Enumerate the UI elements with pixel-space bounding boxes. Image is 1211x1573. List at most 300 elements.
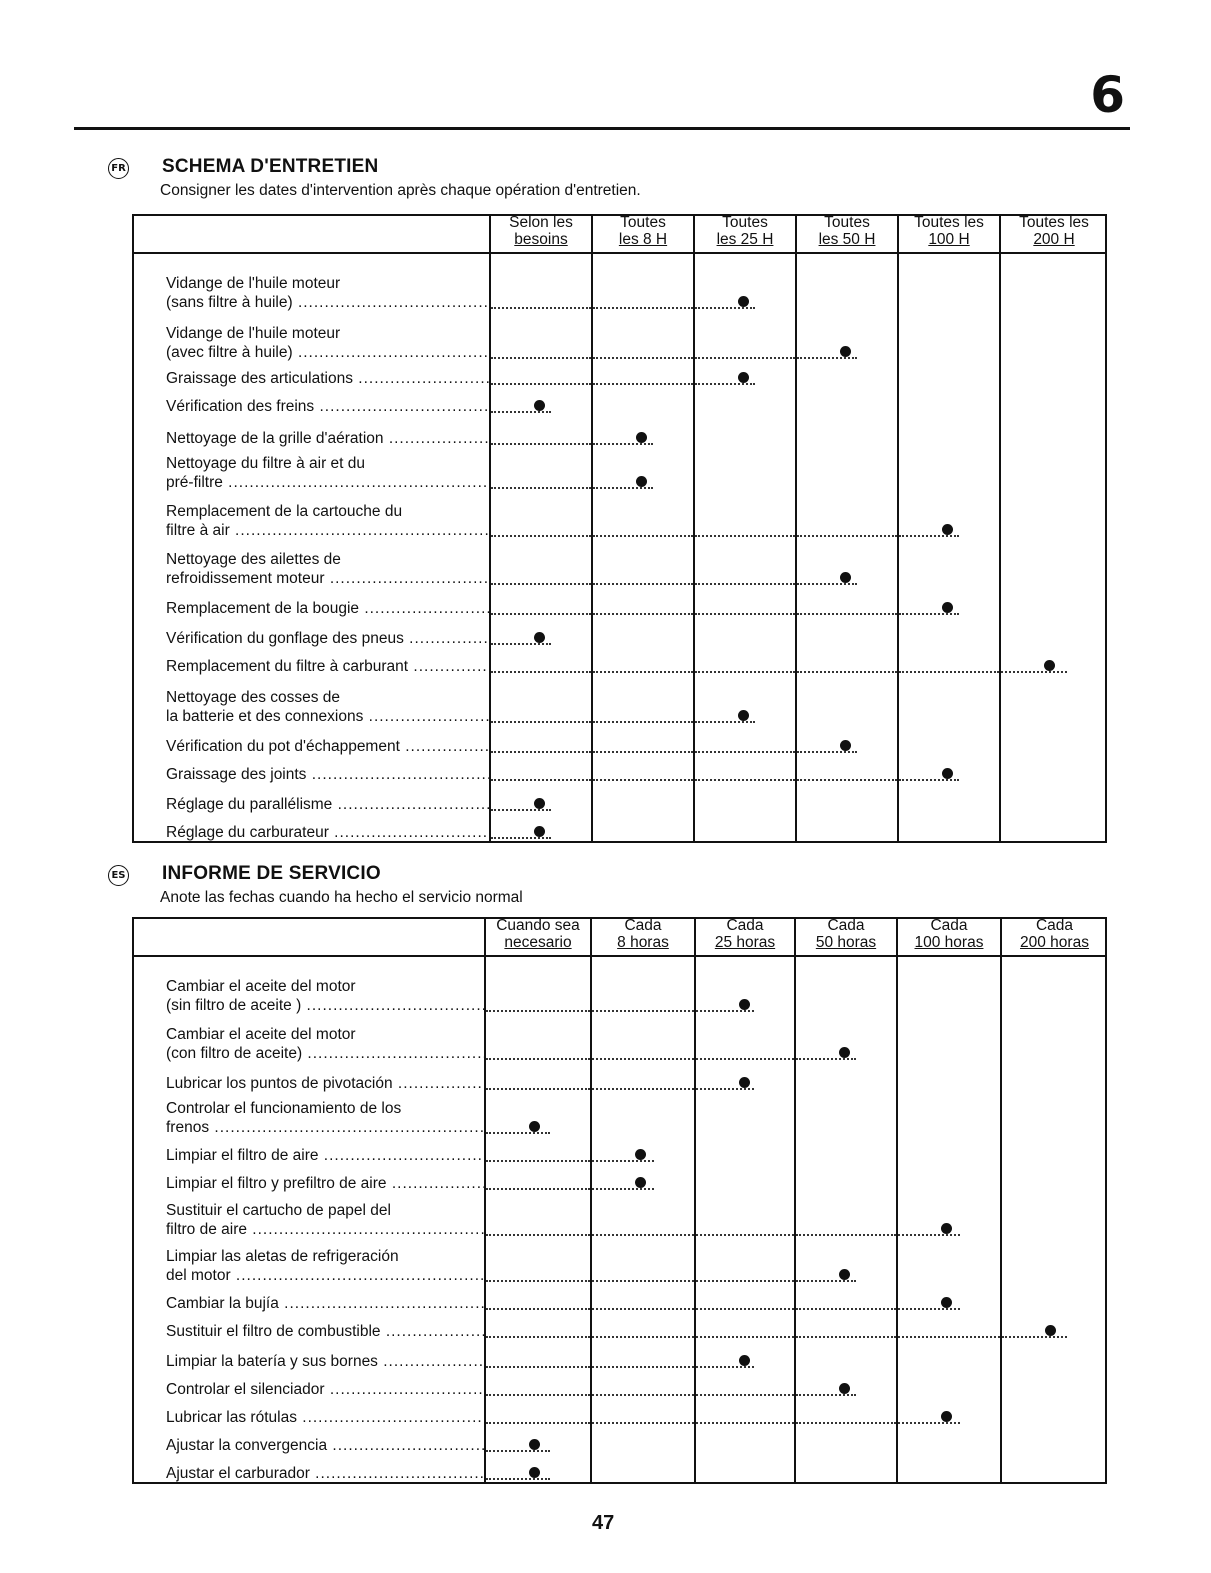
- leader-dots: [593, 749, 693, 753]
- interval-cell: [1001, 1016, 1107, 1064]
- interval-header-line: Cada: [726, 917, 764, 934]
- task-label-cell: [132, 1194, 485, 1240]
- interval-cell: [1001, 1342, 1107, 1372]
- leader-dots: [695, 669, 795, 673]
- leader-dots: [695, 581, 795, 585]
- leader-dots: [491, 669, 591, 673]
- leader-dots: [797, 777, 897, 781]
- interval-cell: [695, 1400, 795, 1428]
- interval-bullet: [529, 1467, 540, 1478]
- interval-cell: [1001, 1314, 1107, 1342]
- task-label: Vérification du gonflage des pneus .....: [166, 629, 489, 648]
- interval-bullet: [739, 1077, 750, 1088]
- interval-cell: [1001, 1138, 1107, 1166]
- interval-cell: [1000, 619, 1107, 649]
- leader-dots: [491, 749, 591, 753]
- interval-cell: [695, 1016, 795, 1064]
- leader-dots: [593, 777, 693, 781]
- interval-cell: [1001, 1400, 1107, 1428]
- interval-cell: [1000, 389, 1107, 417]
- interval-cell: [695, 1314, 795, 1342]
- leader-dots: [486, 1334, 590, 1338]
- interval-header-line: les 50 H: [818, 231, 876, 248]
- leader-dots: [796, 1306, 896, 1310]
- interval-bullet: [941, 1297, 952, 1308]
- interval-header-line: 50 horas: [815, 934, 877, 951]
- interval-cell: [592, 363, 694, 389]
- table-row: [132, 1456, 1107, 1484]
- interval-cell: [591, 1016, 695, 1064]
- leader-dots: [486, 1476, 550, 1480]
- task-label-cell: [132, 589, 490, 619]
- interval-cell: [898, 619, 1000, 649]
- table-row: [132, 1314, 1107, 1342]
- interval-cell: [1001, 1064, 1107, 1094]
- interval-cell: [795, 1286, 897, 1314]
- leader-dots: [592, 1086, 694, 1090]
- interval-cell: [898, 363, 1000, 389]
- table-row: [132, 1064, 1107, 1094]
- interval-header-line: Cada: [1035, 917, 1074, 934]
- interval-cell: [694, 677, 796, 727]
- table-row: [132, 1094, 1107, 1138]
- interval-cell: [1000, 541, 1107, 589]
- header-rule: [74, 127, 1130, 130]
- language-badge-fr: FR: [108, 158, 129, 179]
- leader-dots: [1002, 1334, 1067, 1338]
- interval-header-line: 100 H: [928, 231, 970, 248]
- interval-cell: [898, 677, 1000, 727]
- interval-header: [897, 917, 1001, 956]
- task-label-cell: [132, 1428, 485, 1456]
- leader-dots: [696, 1056, 794, 1060]
- task-label: Lubricar los puntos de pivotación .....: [166, 1074, 484, 1093]
- task-label: Nettoyage de la grille d'aération .....: [166, 429, 489, 448]
- interval-cell: [694, 449, 796, 493]
- task-label: Sustituir el filtro de combustible .....: [166, 1322, 484, 1341]
- interval-cell: [1001, 1240, 1107, 1286]
- interval-bullet: [636, 432, 647, 443]
- table-row: [132, 1342, 1107, 1372]
- leader-dots: [898, 1306, 960, 1310]
- task-label-cell: [132, 363, 490, 389]
- table-row: [132, 727, 1107, 757]
- task-label: Cambiar el aceite del motor: [166, 978, 356, 995]
- task-label: del motor .....: [166, 1266, 484, 1285]
- interval-cell: [592, 589, 694, 619]
- header-blank-cell: [132, 917, 485, 956]
- leader-dots: [491, 355, 591, 359]
- leader-dots: [491, 305, 591, 309]
- leader-dots: [593, 581, 693, 585]
- interval-header: [591, 917, 695, 956]
- interval-header-line: Toutes les: [914, 214, 984, 231]
- leader-dots: [593, 305, 693, 309]
- interval-cell: [695, 1286, 795, 1314]
- task-label: Limpiar el filtro de aire .....: [166, 1146, 484, 1165]
- interval-cell: [1000, 449, 1107, 493]
- interval-cell: [897, 1286, 1001, 1314]
- interval-cell: [796, 417, 898, 449]
- interval-bullet: [839, 1383, 850, 1394]
- interval-cell: [490, 253, 592, 313]
- interval-cell: [485, 1166, 591, 1194]
- table-row: [132, 1400, 1107, 1428]
- task-label-cell: [132, 541, 490, 589]
- interval-cell: [898, 493, 1000, 541]
- leader-dots: [593, 355, 693, 359]
- interval-cell: [796, 757, 898, 785]
- interval-cell: [592, 417, 694, 449]
- interval-cell: [1001, 1372, 1107, 1400]
- interval-cell: [694, 493, 796, 541]
- interval-bullet: [738, 372, 749, 383]
- interval-cell: [694, 619, 796, 649]
- table-row: [132, 649, 1107, 677]
- interval-cell: [1000, 253, 1107, 313]
- interval-header-line: 200 H: [1033, 231, 1075, 248]
- task-label-cell: [132, 619, 490, 649]
- interval-header: [795, 917, 897, 956]
- interval-cell: [795, 1240, 897, 1286]
- task-label: Vidange de l'huile moteur: [166, 275, 341, 292]
- section-subtitle: Consigner les dates d'intervention après chaque opération d'entretien.: [160, 182, 641, 199]
- leader-dots: [486, 1392, 590, 1396]
- interval-cell: [694, 313, 796, 363]
- interval-cell: [591, 956, 695, 1016]
- task-label: Controlar el funcionamiento de los: [166, 1100, 402, 1117]
- interval-header: [490, 214, 592, 253]
- interval-cell: [795, 1372, 897, 1400]
- interval-cell: [897, 1016, 1001, 1064]
- interval-cell: [796, 785, 898, 815]
- leader-dots: [491, 485, 591, 489]
- task-label: (con filtro de aceite) .....: [166, 1044, 484, 1063]
- leader-dots: [486, 1278, 590, 1282]
- task-label-cell: [132, 815, 490, 843]
- interval-cell: [795, 1342, 897, 1372]
- interval-header-line: Toutes: [620, 214, 666, 231]
- task-label-cell: [132, 1094, 485, 1138]
- table-row: [132, 815, 1107, 843]
- interval-cell: [591, 1064, 695, 1094]
- interval-bullet: [738, 710, 749, 721]
- interval-cell: [1001, 1194, 1107, 1240]
- interval-bullet: [1044, 660, 1055, 671]
- interval-cell: [694, 785, 796, 815]
- interval-header-line: besoins: [514, 231, 568, 248]
- interval-cell: [796, 727, 898, 757]
- maintenance-schedule-table: [132, 214, 1107, 843]
- task-label: refroidissement moteur .....: [166, 569, 489, 588]
- table-row: [132, 541, 1107, 589]
- leader-dots: [898, 1334, 1000, 1338]
- task-label: Remplacement de la bougie .....: [166, 599, 489, 618]
- leader-dots: [592, 1334, 694, 1338]
- table-row: [132, 1194, 1107, 1240]
- interval-bullet: [636, 476, 647, 487]
- table-row: [132, 785, 1107, 815]
- leader-dots: [592, 1364, 694, 1368]
- interval-bullet: [839, 1269, 850, 1280]
- interval-cell: [1000, 815, 1107, 843]
- interval-cell: [592, 727, 694, 757]
- interval-cell: [1000, 589, 1107, 619]
- interval-bullet: [739, 1355, 750, 1366]
- task-label: Controlar el silenciador .....: [166, 1380, 484, 1399]
- interval-header: [592, 214, 694, 253]
- leader-dots: [592, 1420, 694, 1424]
- interval-header: [1001, 917, 1107, 956]
- interval-cell: [898, 727, 1000, 757]
- interval-cell: [796, 449, 898, 493]
- interval-cell: [485, 1428, 591, 1456]
- interval-cell: [591, 1372, 695, 1400]
- interval-cell: [795, 1016, 897, 1064]
- interval-cell: [694, 815, 796, 843]
- task-label: Réglage du parallélisme .....: [166, 795, 489, 814]
- leader-dots: [695, 749, 795, 753]
- interval-cell: [795, 956, 897, 1016]
- task-label-cell: [132, 389, 490, 417]
- interval-cell: [898, 313, 1000, 363]
- interval-bullet: [739, 999, 750, 1010]
- interval-cell: [490, 541, 592, 589]
- interval-header-line: Cada: [827, 917, 865, 934]
- interval-cell: [795, 1400, 897, 1428]
- interval-cell: [485, 1138, 591, 1166]
- interval-bullet: [942, 768, 953, 779]
- leader-dots: [486, 1056, 590, 1060]
- interval-cell: [1000, 757, 1107, 785]
- interval-cell: [1001, 1428, 1107, 1456]
- leader-dots: [592, 1278, 694, 1282]
- interval-header-line: 8 horas: [617, 934, 669, 951]
- task-label-cell: [132, 956, 485, 1016]
- interval-cell: [1001, 1456, 1107, 1484]
- interval-cell: [897, 1240, 1001, 1286]
- interval-cell: [591, 1240, 695, 1286]
- maintenance-schedule-table: [132, 917, 1107, 1484]
- table-row: [132, 313, 1107, 363]
- interval-header-line: necesario: [504, 934, 572, 951]
- interval-cell: [1001, 1286, 1107, 1314]
- interval-cell: [898, 253, 1000, 313]
- table-row: [132, 1016, 1107, 1064]
- section-title: SCHEMA D'ENTRETIEN: [162, 156, 379, 177]
- section-fr: [111, 156, 1107, 841]
- interval-cell: [795, 1138, 897, 1166]
- interval-cell: [485, 1372, 591, 1400]
- leader-dots: [696, 1334, 794, 1338]
- interval-cell: [898, 541, 1000, 589]
- task-label: la batterie et des connexions .....: [166, 707, 489, 726]
- interval-bullet: [635, 1149, 646, 1160]
- interval-header-line: Cada: [930, 917, 968, 934]
- task-label-cell: [132, 1342, 485, 1372]
- table-row: [132, 619, 1107, 649]
- table-row: [132, 589, 1107, 619]
- interval-bullet: [941, 1223, 952, 1234]
- interval-header: [898, 214, 1000, 253]
- interval-header-line: Toutes: [722, 214, 768, 231]
- task-label-cell: [132, 493, 490, 541]
- interval-cell: [591, 1456, 695, 1484]
- interval-cell: [694, 417, 796, 449]
- interval-cell: [897, 1314, 1001, 1342]
- interval-cell: [490, 815, 592, 843]
- leader-dots: [491, 611, 591, 615]
- interval-cell: [591, 1166, 695, 1194]
- table-row: [132, 253, 1107, 313]
- interval-cell: [591, 1138, 695, 1166]
- interval-cell: [695, 1240, 795, 1286]
- interval-cell: [796, 363, 898, 389]
- interval-bullet: [529, 1439, 540, 1450]
- interval-cell: [485, 1094, 591, 1138]
- language-badge-es: ES: [108, 865, 129, 886]
- leader-dots: [592, 1008, 694, 1012]
- interval-cell: [1000, 313, 1107, 363]
- interval-bullet: [839, 1047, 850, 1058]
- task-label: Remplacement de la cartouche du: [166, 503, 403, 520]
- leader-dots: [592, 1158, 654, 1162]
- interval-cell: [592, 619, 694, 649]
- interval-cell: [796, 253, 898, 313]
- interval-cell: [592, 757, 694, 785]
- interval-cell: [795, 1194, 897, 1240]
- interval-bullet: [534, 400, 545, 411]
- interval-cell: [898, 417, 1000, 449]
- leader-dots: [486, 1364, 590, 1368]
- interval-header-line: 100 horas: [914, 934, 984, 951]
- interval-cell: [490, 757, 592, 785]
- interval-cell: [490, 727, 592, 757]
- task-label: (avec filtre à huile) .....: [166, 343, 489, 362]
- leader-dots: [696, 1420, 794, 1424]
- interval-cell: [485, 1342, 591, 1372]
- task-label-cell: [132, 449, 490, 493]
- task-label: Remplacement du filtre à carburant .....: [166, 657, 489, 676]
- leader-dots: [796, 1232, 896, 1236]
- interval-header: [796, 214, 898, 253]
- interval-cell: [695, 1342, 795, 1372]
- interval-header: [695, 917, 795, 956]
- interval-cell: [490, 493, 592, 541]
- interval-cell: [1001, 1166, 1107, 1194]
- interval-header-line: Selon les: [509, 214, 573, 231]
- leader-dots: [899, 669, 999, 673]
- leader-dots: [695, 777, 795, 781]
- leader-dots: [491, 777, 591, 781]
- task-label-cell: [132, 1372, 485, 1400]
- interval-cell: [898, 815, 1000, 843]
- task-label-cell: [132, 727, 490, 757]
- leader-dots: [491, 581, 591, 585]
- table-row: [132, 757, 1107, 785]
- interval-cell: [694, 253, 796, 313]
- interval-cell: [591, 1286, 695, 1314]
- interval-cell: [796, 649, 898, 677]
- interval-cell: [898, 757, 1000, 785]
- task-label-cell: [132, 1166, 485, 1194]
- interval-cell: [490, 649, 592, 677]
- interval-cell: [796, 589, 898, 619]
- interval-header-line: 200 horas: [1020, 934, 1089, 951]
- interval-cell: [694, 757, 796, 785]
- interval-cell: [591, 1342, 695, 1372]
- interval-header: [694, 214, 796, 253]
- interval-cell: [695, 1166, 795, 1194]
- interval-cell: [490, 619, 592, 649]
- interval-cell: [592, 815, 694, 843]
- table-row: [132, 1166, 1107, 1194]
- interval-cell: [592, 493, 694, 541]
- header-blank-cell: [132, 214, 490, 253]
- interval-header-line: Toutes: [824, 214, 870, 231]
- interval-cell: [795, 1456, 897, 1484]
- task-label-cell: [132, 417, 490, 449]
- interval-cell: [592, 253, 694, 313]
- interval-header: [1000, 214, 1107, 253]
- interval-cell: [898, 449, 1000, 493]
- interval-cell: [796, 677, 898, 727]
- interval-cell: [695, 1094, 795, 1138]
- leader-dots: [1001, 669, 1067, 673]
- leader-dots: [695, 355, 795, 359]
- table-header-row: [132, 917, 1107, 956]
- interval-cell: [898, 589, 1000, 619]
- leader-dots: [486, 1008, 590, 1012]
- interval-cell: [1000, 649, 1107, 677]
- interval-header: [485, 917, 591, 956]
- interval-bullet: [534, 798, 545, 809]
- interval-bullet: [941, 1411, 952, 1422]
- interval-cell: [897, 1194, 1001, 1240]
- interval-bullet: [738, 296, 749, 307]
- task-label: Graissage des joints .....: [166, 765, 489, 784]
- interval-cell: [592, 313, 694, 363]
- interval-bullet: [1045, 1325, 1056, 1336]
- task-label: Nettoyage du filtre à air et du: [166, 455, 366, 472]
- interval-cell: [1000, 785, 1107, 815]
- interval-cell: [695, 1138, 795, 1166]
- interval-cell: [592, 677, 694, 727]
- leader-dots: [593, 611, 693, 615]
- interval-bullet: [534, 826, 545, 837]
- leader-dots: [486, 1086, 590, 1090]
- task-label: Lubricar las rótulas .....: [166, 1408, 484, 1427]
- leader-dots: [491, 719, 591, 723]
- leader-dots: [696, 1232, 794, 1236]
- interval-cell: [795, 1064, 897, 1094]
- task-label-cell: [132, 649, 490, 677]
- task-label: Cambiar el aceite del motor: [166, 1026, 356, 1043]
- leader-dots: [695, 611, 795, 615]
- interval-cell: [490, 785, 592, 815]
- interval-bullet: [529, 1121, 540, 1132]
- interval-cell: [490, 677, 592, 727]
- leader-dots: [486, 1186, 590, 1190]
- interval-header-line: les 8 H: [618, 231, 668, 248]
- interval-cell: [485, 1064, 591, 1094]
- interval-cell: [695, 1194, 795, 1240]
- section-subtitle: Anote las fechas cuando ha hecho el servicio normal: [160, 889, 523, 906]
- interval-cell: [490, 589, 592, 619]
- leader-dots: [696, 1306, 794, 1310]
- interval-cell: [485, 1456, 591, 1484]
- interval-cell: [694, 389, 796, 417]
